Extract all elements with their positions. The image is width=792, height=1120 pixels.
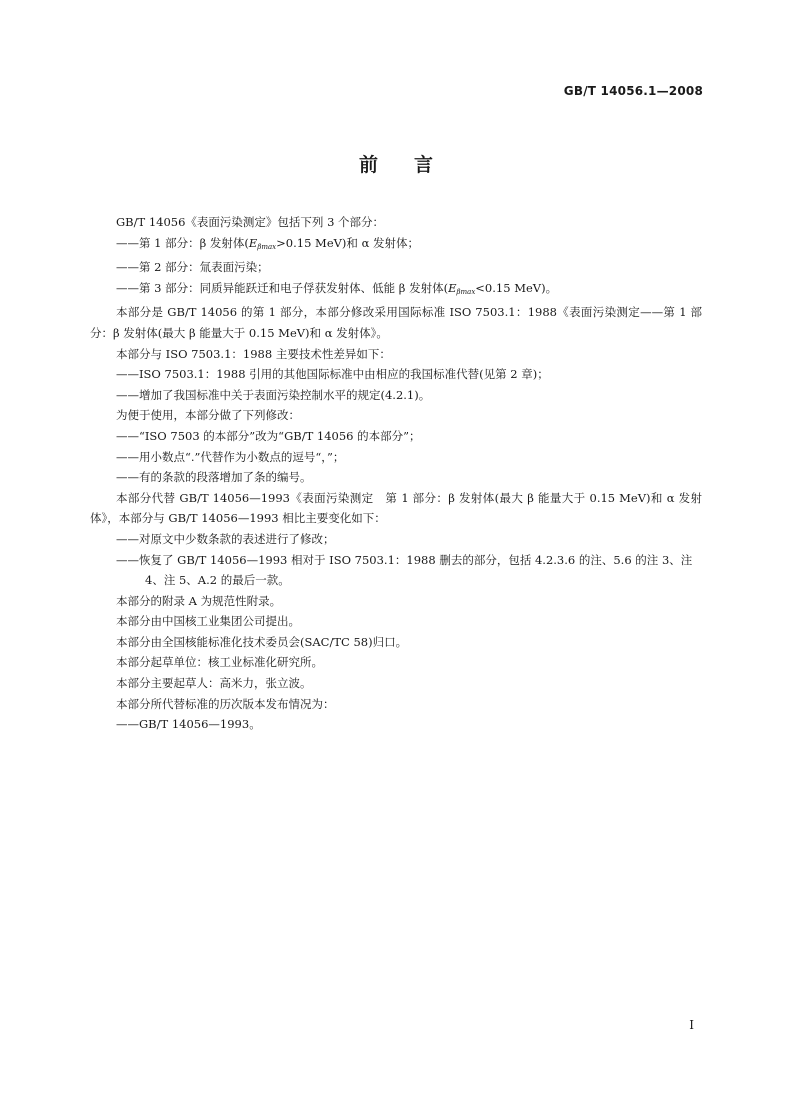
list-item: ——有的条款的段落增加了条的编号。 xyxy=(116,470,312,485)
formula-subscript: βmax xyxy=(456,287,476,296)
standard-code: GB/T 14056.1—2008 xyxy=(563,84,703,98)
list-item xyxy=(90,278,702,303)
list-item xyxy=(90,233,702,258)
formula-symbol: E xyxy=(248,235,258,250)
formula-tail: <0.15 MeV)。 xyxy=(475,280,558,295)
paragraph: 本部分代替 GB/T 14056—1993《表面污染测定 第 1 部分：β 发射体(最大 β 能量大于 0.15 MeV)和 α 发射体》，本部分与 GB/T 14056—1993 相比主要变化如下： xyxy=(90,490,702,526)
list-item-text: ——第 1 部分：β 发射体( xyxy=(116,235,249,250)
list-item: ——对原文中少数条款的表述进行了修改； xyxy=(116,531,335,546)
list-item: ——恢复了 GB/T 14056—1993 相对于 ISO 7503.1：1988 删去的部分，包括 4.2.3.6 的注、5.6 的注 3、注 4、注 5、A.2 的最后一款。 xyxy=(116,552,693,588)
list-item: ——增加了我国标准中关于表面污染控制水平的规定(4.2.1)。 xyxy=(116,387,431,402)
document-body xyxy=(90,212,702,735)
paragraph: 为便于使用，本部分做了下列修改： xyxy=(116,408,300,423)
list-item: ——用小数点“.”代替作为小数点的逗号“，”； xyxy=(116,449,345,464)
list-item: ——第 2 部分：氚表面污染； xyxy=(116,260,269,275)
paragraph: 本部分是 GB/T 14056 的第 1 部分，本部分修改采用国际标准 ISO 7503.1：1988《表面污染测定——第 1 部分：β 发射体(最大 β 能量大于 0.15 MeV)和 α 发射体》。 xyxy=(90,305,702,340)
paragraph: 本部分所代替标准的历次版本发布情况为： xyxy=(116,696,335,711)
formula-symbol: E xyxy=(448,280,457,295)
paragraph: 本部分主要起草人：高米力，张立波。 xyxy=(116,676,312,691)
formula-tail: >0.15 MeV)和 α 发射体； xyxy=(276,235,419,250)
page-number: I xyxy=(689,1018,694,1032)
list-item: ——“ISO 7503 的本部分”改为“GB/T 14056 的本部分”； xyxy=(116,428,421,443)
paragraph: 本部分起草单位：核工业标准化研究所。 xyxy=(116,655,323,670)
paragraph: GB/T 14056《表面污染测定》包括下列 3 个部分： xyxy=(116,215,385,229)
formula-subscript: βmax xyxy=(257,242,277,251)
paragraph: 本部分的附录 A 为规范性附录。 xyxy=(116,593,282,608)
paragraph: 本部分与 ISO 7503.1：1988 主要技术性差异如下： xyxy=(116,346,391,361)
list-item: ——ISO 7503.1：1988 引用的其他国际标准中由相应的我国标准代替(见第 2 章)； xyxy=(116,367,549,382)
paragraph: 本部分由全国核能标准化技术委员会(SAC/TC 58)归口。 xyxy=(116,634,408,649)
list-item: ——GB/T 14056—1993。 xyxy=(116,717,261,732)
page-title: 前言 xyxy=(358,154,469,176)
paragraph: 本部分由中国核工业集团公司提出。 xyxy=(116,614,300,629)
list-item-text: ——第 3 部分：同质异能跃迁和电子俘获发射体、低能 β 发射体( xyxy=(116,280,449,295)
